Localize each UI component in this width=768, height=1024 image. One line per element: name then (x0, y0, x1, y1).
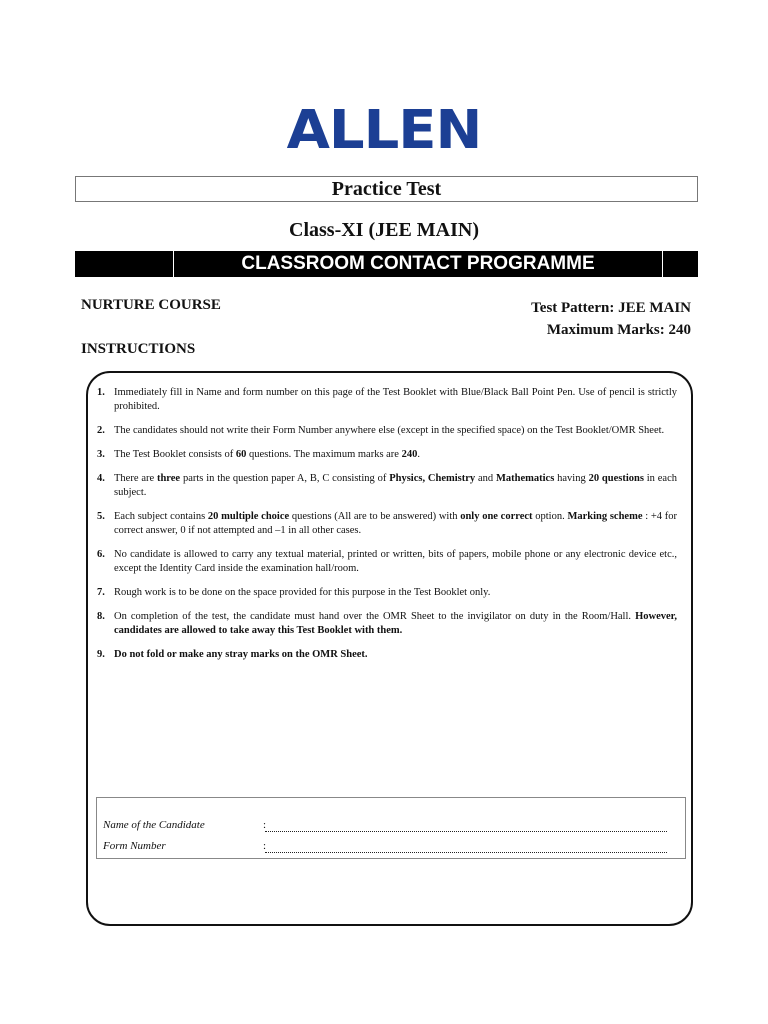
form-number-label: Form Number (103, 840, 166, 852)
instruction-text: The candidates should not write their Form Number anywhere else (except in the specified space) on the Test Booklet/OMR Sheet. (114, 425, 665, 436)
banner-label: CLASSROOM CONTACT PROGRAMME (173, 251, 663, 277)
candidate-name-field[interactable] (265, 822, 667, 832)
instruction-text: Rough work is to be done on the space provided for this purpose in the Test Booklet only. (114, 587, 491, 598)
instruction-text: On completion of the test, the candidate must hand over the OMR Sheet to the invigilator on duty in the Room/Hall. However, candidates are allowed to take away this Test Booklet with them. (114, 611, 677, 636)
instruction-item (97, 472, 677, 500)
instruction-item (97, 548, 677, 576)
instruction-item (97, 510, 677, 538)
colon: : (263, 819, 267, 831)
instruction-text: Do not fold or make any stray marks on the OMR Sheet. (114, 649, 368, 660)
instruction-item (97, 386, 677, 414)
candidate-name-label: Name of the Candidate (103, 819, 205, 831)
test-pattern: Test Pattern: JEE MAIN (531, 300, 691, 316)
instruction-item (97, 448, 677, 462)
instruction-text: Immediately fill in Name and form number on this page of the Test Booklet with Blue/Black Ball Point Pen. Use of pencil is strictly prohibited. (114, 387, 677, 412)
instruction-number: 4. (97, 473, 105, 484)
programme-banner (75, 251, 698, 277)
test-info (531, 297, 691, 341)
class-heading: Class-XI (JEE MAIN) (289, 219, 479, 241)
instruction-number: 3. (97, 449, 105, 460)
instruction-text: No candidate is allowed to carry any textual material, printed or written, bits of papers, mobile phone or any electronic device etc., except the Identity Card inside the examination hall/room. (114, 549, 677, 574)
instruction-number: 6. (97, 549, 105, 560)
course-name: NURTURE COURSE (81, 297, 221, 313)
instruction-number: 1. (97, 387, 105, 398)
instructions-heading: INSTRUCTIONS (81, 341, 196, 357)
instruction-number: 9. (97, 649, 105, 660)
instruction-number: 7. (97, 587, 105, 598)
maximum-marks: Maximum Marks: 240 (546, 322, 691, 338)
instruction-item (97, 648, 677, 662)
instruction-item (97, 424, 677, 438)
instruction-number: 2. (97, 425, 105, 436)
candidate-details-box (96, 797, 686, 859)
instruction-number: 8. (97, 611, 105, 622)
instructions-list (97, 386, 677, 672)
instruction-number: 5. (97, 511, 105, 522)
colon: : (263, 840, 267, 852)
instruction-item (97, 610, 677, 638)
instruction-text: There are three parts in the question paper A, B, C consisting of Physics, Chemistry and Mathematics having 20 questions in each subject. (114, 473, 677, 498)
instruction-text: Each subject contains 20 multiple choice questions (All are to be answered) with only one correct option. Marking scheme : +4 for correct answer, 0 if not attempted and –1 in all other cases. (114, 511, 677, 536)
page-title: Practice Test (75, 176, 698, 202)
form-number-field[interactable] (265, 843, 667, 853)
instruction-text: The Test Booklet consists of 60 questions. The maximum marks are 240. (114, 449, 420, 460)
instruction-item (97, 586, 677, 600)
allen-logo: ALLEN (286, 99, 482, 162)
